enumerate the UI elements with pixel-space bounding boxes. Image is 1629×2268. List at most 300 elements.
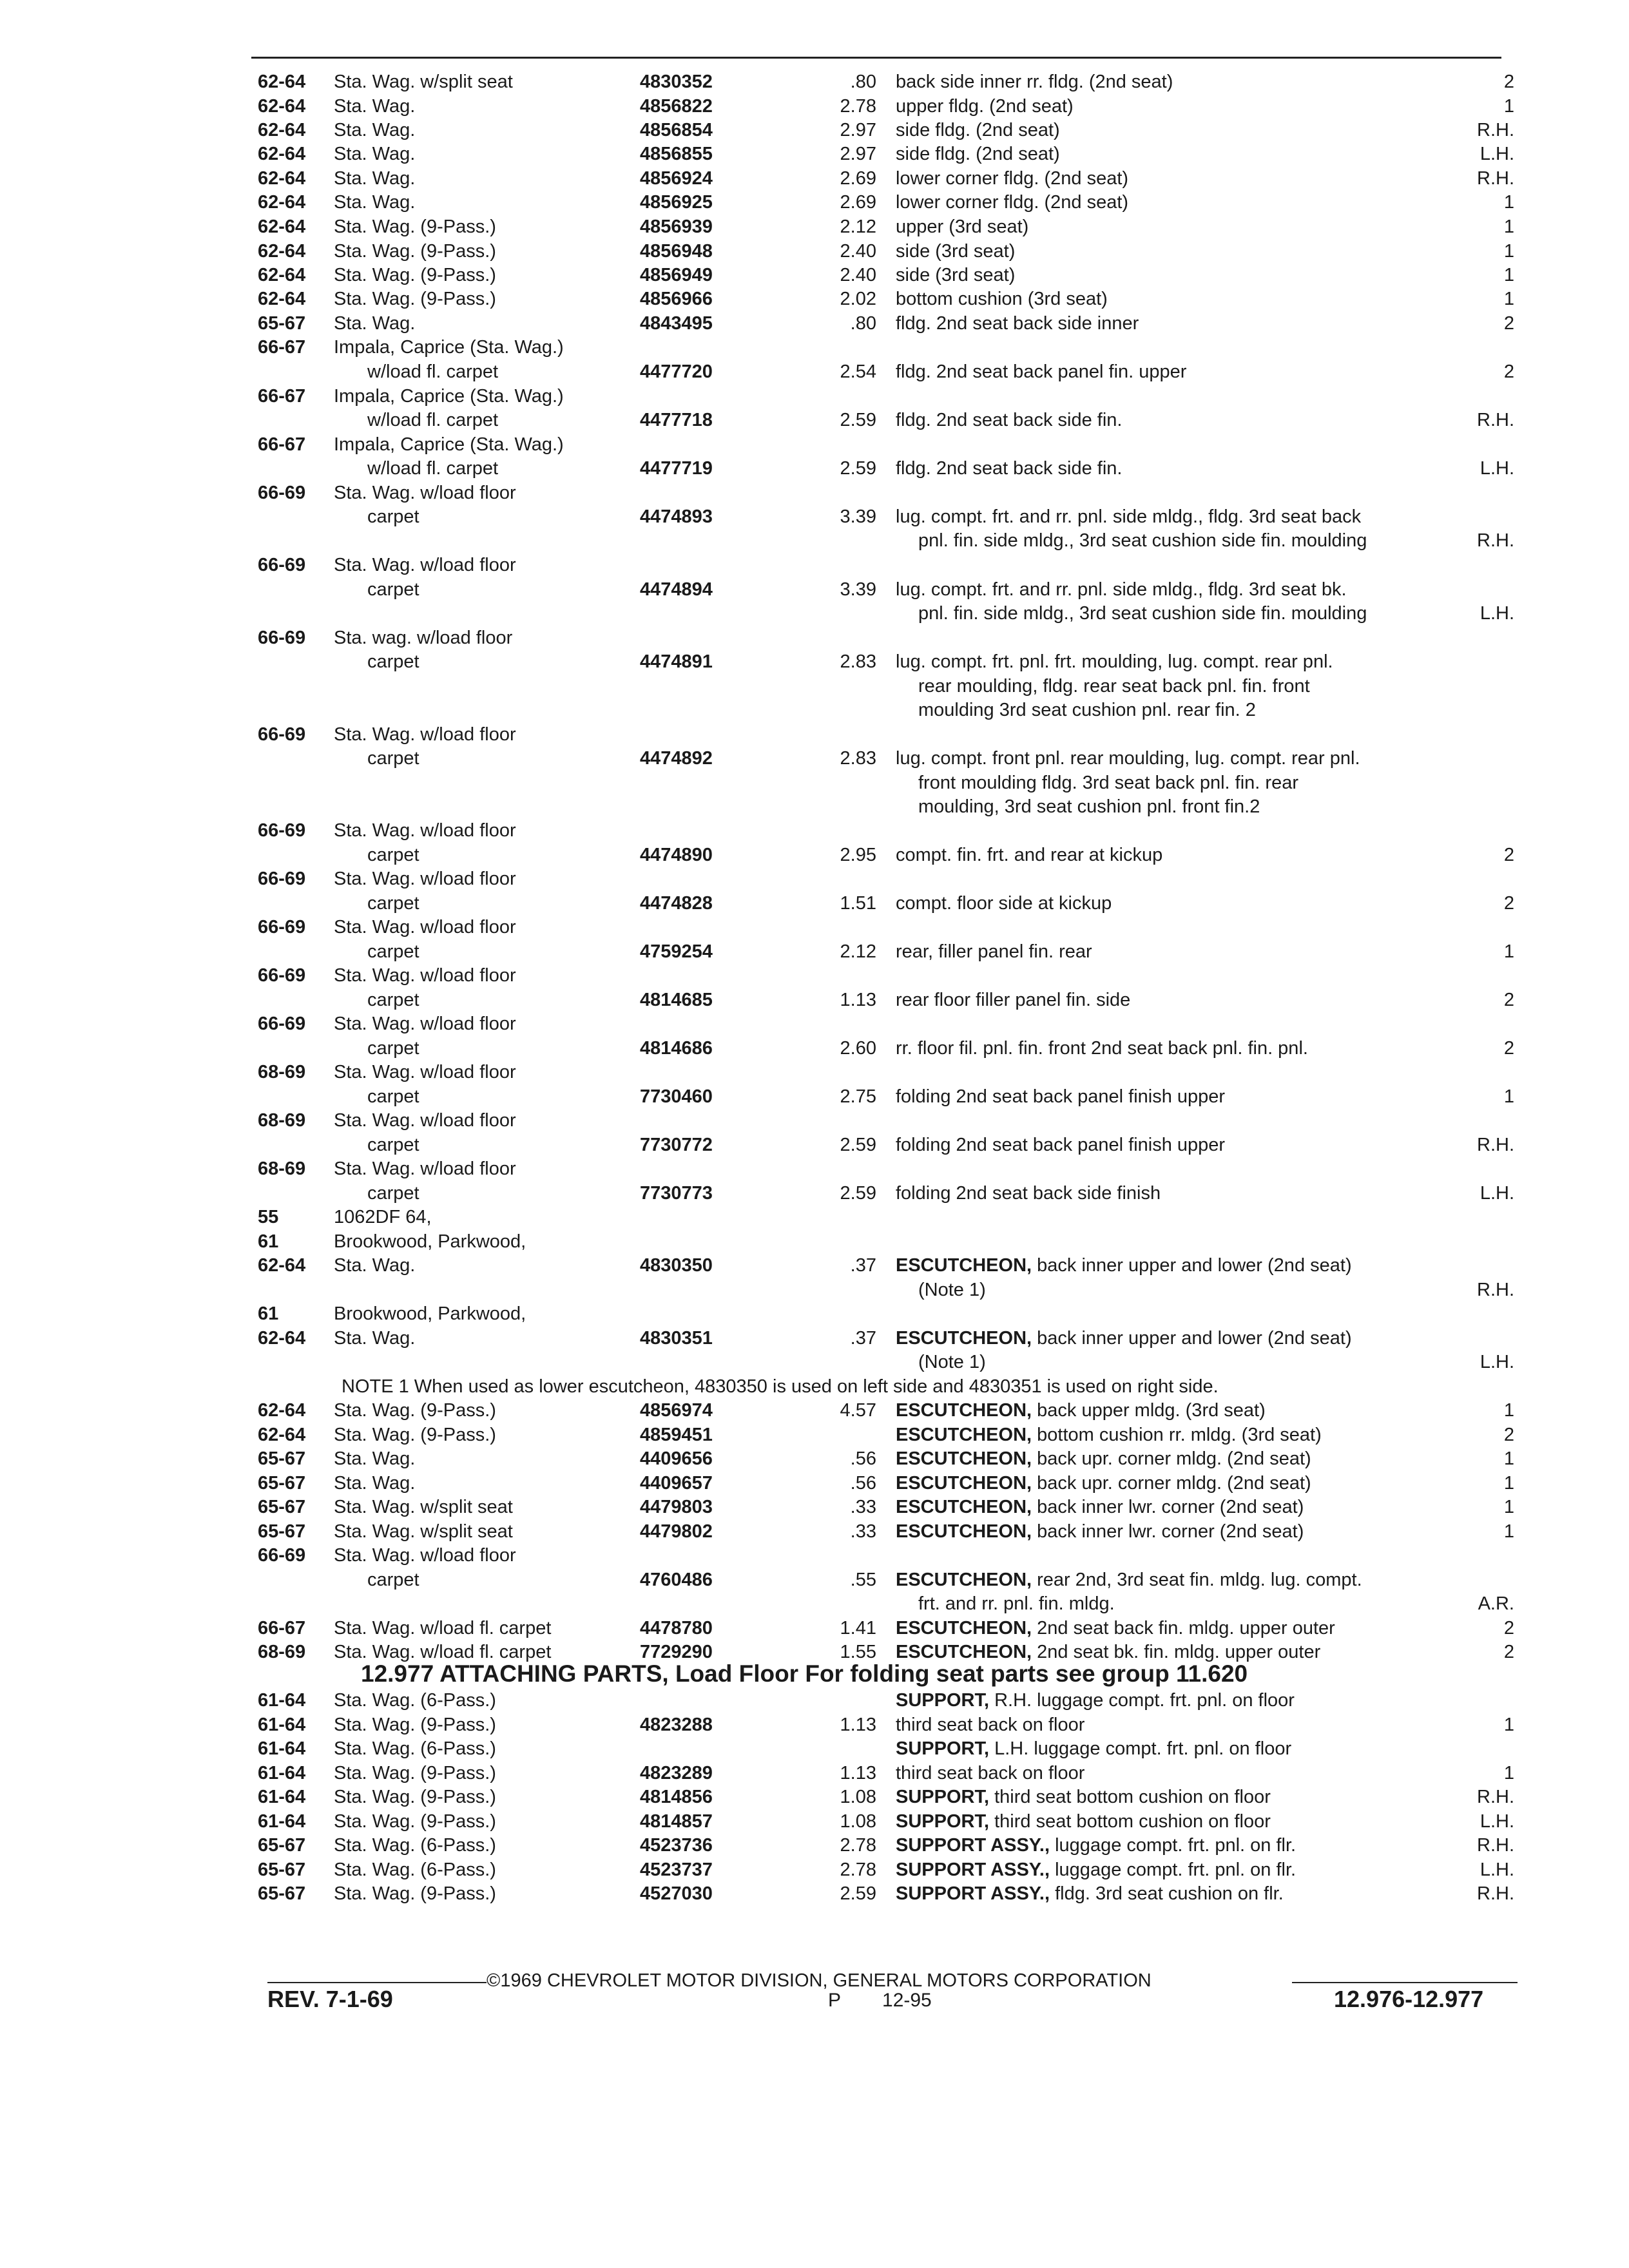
- part-description: [896, 191, 1128, 213]
- model-years: 61-64: [258, 1738, 306, 1759]
- price: 2.78: [840, 1835, 876, 1856]
- price: 2.02: [840, 289, 876, 309]
- model-description: Sta. Wag. (9-Pass.): [334, 216, 496, 237]
- model-description-continued: carpet: [367, 1038, 419, 1059]
- part-name: ESCUTCHEON,: [896, 1473, 1032, 1494]
- quantity: 2: [1503, 361, 1514, 382]
- model-description: Sta. Wag. w/load floor: [334, 1110, 516, 1131]
- price: .33: [850, 1497, 876, 1517]
- model-description: Sta. Wag. (9-Pass.): [334, 241, 496, 262]
- part-number: 4830350: [640, 1255, 713, 1276]
- model-description: Impala, Caprice (Sta. Wag.): [334, 337, 564, 358]
- part-description: [896, 216, 1028, 238]
- part-number: 7730460: [640, 1086, 713, 1107]
- model-description: Sta. Wag. (6-Pass.): [334, 1690, 496, 1711]
- price: 2.12: [840, 216, 876, 237]
- price: 2.60: [840, 1038, 876, 1059]
- model-description: Sta. Wag.: [334, 313, 416, 334]
- price: 1.13: [840, 1715, 876, 1735]
- part-detail: fldg. 3rd seat cushion on flr.: [1055, 1883, 1284, 1904]
- model-description-continued: carpet: [367, 579, 419, 600]
- part-description-continued: moulding, 3rd seat cushion pnl. front fin.2: [918, 796, 1260, 817]
- price: 1.08: [840, 1811, 876, 1832]
- price: 2.69: [840, 192, 876, 213]
- part-number: 7729290: [640, 1642, 713, 1662]
- model-years: 66-67: [258, 1618, 306, 1639]
- part-number: 4409656: [640, 1448, 713, 1469]
- part-number: 4856949: [640, 265, 713, 285]
- model-years: 62-64: [258, 72, 306, 92]
- model-years: 62-64: [258, 1425, 306, 1445]
- model-years: 66-69: [258, 1545, 306, 1566]
- part-detail: luggage compt. frt. pnl. on flr.: [1055, 1860, 1296, 1880]
- model-years: 66-69: [258, 917, 306, 937]
- quantity: L.H.: [1480, 1352, 1514, 1372]
- footer-rule-left: [267, 1982, 487, 1983]
- part-description: [896, 1521, 1304, 1542]
- price: .55: [850, 1570, 876, 1590]
- part-detail: back inner lwr. corner (2nd seat): [1037, 1497, 1304, 1517]
- quantity: 2: [1503, 990, 1514, 1010]
- part-detail: fldg. 2nd seat back side fin.: [896, 410, 1123, 430]
- price: 4.57: [840, 1400, 876, 1421]
- part-description-continued: pnl. fin. side mldg., 3rd seat cushion side fin. moulding: [918, 530, 1367, 551]
- model-description: Sta. Wag.: [334, 192, 416, 213]
- model-description-continued: carpet: [367, 1135, 419, 1155]
- part-detail: side (3rd seat): [896, 241, 1016, 262]
- model-years: 61: [258, 1303, 279, 1324]
- price: 2.59: [840, 458, 876, 479]
- part-description: [896, 312, 1139, 334]
- part-detail: folding 2nd seat back panel finish upper: [896, 1135, 1226, 1155]
- model-years: 62-64: [258, 265, 306, 285]
- part-number: 4830352: [640, 72, 713, 92]
- model-years: 62-64: [258, 289, 306, 309]
- model-description-continued: carpet: [367, 1570, 419, 1590]
- price: 2.40: [840, 241, 876, 262]
- quantity: 1: [1503, 1715, 1514, 1735]
- part-detail: rear 2nd, 3rd seat fin. mldg. lug. compt.: [1037, 1570, 1362, 1590]
- quantity: L.H.: [1480, 458, 1514, 479]
- model-description: Brookwood, Parkwood,: [334, 1303, 526, 1324]
- model-description: Sta. Wag. w/split seat: [334, 1497, 513, 1517]
- model-years: 62-64: [258, 1400, 306, 1421]
- model-years: 68-69: [258, 1642, 306, 1662]
- quantity: R.H.: [1477, 1787, 1514, 1807]
- quantity: 1: [1503, 1473, 1514, 1494]
- part-description: [896, 989, 1130, 1011]
- part-detail: back inner upper and lower (2nd seat): [1037, 1328, 1352, 1349]
- model-years: 66-69: [258, 628, 306, 648]
- price: 2.59: [840, 1883, 876, 1904]
- part-number: 4478780: [640, 1618, 713, 1639]
- model-years: 65-67: [258, 1835, 306, 1856]
- model-description: Sta. Wag. (9-Pass.): [334, 289, 496, 309]
- part-detail: back upr. corner mldg. (2nd seat): [1037, 1473, 1311, 1494]
- page-letter: P: [828, 1990, 842, 2011]
- part-number: 4474891: [640, 651, 713, 672]
- quantity: 1: [1503, 1448, 1514, 1469]
- part-description: [896, 1037, 1308, 1059]
- part-description-continued: pnl. fin. side mldg., 3rd seat cushion side fin. moulding: [918, 603, 1367, 624]
- price: 1.08: [840, 1787, 876, 1807]
- model-description: Sta. Wag. w/load floor: [334, 1062, 516, 1082]
- part-description: [896, 1134, 1225, 1156]
- model-years: 61-64: [258, 1763, 306, 1783]
- model-description: Sta. Wag. w/load fl. carpet: [334, 1642, 552, 1662]
- part-detail: rear floor filler panel fin. side: [896, 990, 1131, 1010]
- model-years: 61-64: [258, 1811, 306, 1832]
- part-number: 4830351: [640, 1328, 713, 1349]
- part-description: [896, 747, 1360, 769]
- part-detail: 2nd seat back fin. mldg. upper outer: [1037, 1618, 1335, 1639]
- part-detail: lug. compt. frt. pnl. frt. moulding, lug. compt. rear pnl.: [896, 651, 1333, 672]
- part-detail: lug. compt. front pnl. rear moulding, lug. compt. rear pnl.: [896, 748, 1360, 769]
- model-years: 65-67: [258, 1448, 306, 1469]
- part-number: 4859451: [640, 1425, 713, 1445]
- model-description: Sta. Wag. w/split seat: [334, 72, 513, 92]
- part-name: ESCUTCHEON,: [896, 1255, 1032, 1276]
- model-description-continued: carpet: [367, 1086, 419, 1107]
- model-description: Sta. Wag. (9-Pass.): [334, 1787, 496, 1807]
- price: 1.51: [840, 893, 876, 914]
- quantity: 1: [1503, 216, 1514, 237]
- part-detail: back inner lwr. corner (2nd seat): [1037, 1521, 1304, 1542]
- model-years: 66-67: [258, 434, 306, 455]
- part-name: SUPPORT,: [896, 1787, 990, 1807]
- part-description: [896, 1859, 1296, 1881]
- part-detail: 2nd seat bk. fin. mldg. upper outer: [1037, 1642, 1321, 1662]
- model-years: 66-69: [258, 869, 306, 889]
- model-years: 61: [258, 1231, 279, 1252]
- part-number: 4856966: [640, 289, 713, 309]
- part-number: 4856939: [640, 216, 713, 237]
- part-detail: bottom cushion rr. mldg. (3rd seat): [1037, 1425, 1322, 1445]
- model-description-continued: carpet: [367, 748, 419, 769]
- part-name: SUPPORT,: [896, 1811, 990, 1832]
- model-description: Sta. Wag. w/load floor: [334, 917, 516, 937]
- section-heading: 12.977 ATTACHING PARTS, Load Floor For folding seat parts see group 11.620: [361, 1660, 1248, 1687]
- part-description: [896, 1762, 1084, 1784]
- price: 2.78: [840, 96, 876, 117]
- model-description-continued: carpet: [367, 893, 419, 914]
- price: 2.95: [840, 845, 876, 865]
- model-years: 62-64: [258, 192, 306, 213]
- model-description: Sta. Wag. w/load floor: [334, 965, 516, 986]
- part-detail: rr. floor fil. pnl. fin. front 2nd seat back pnl. fin. pnl.: [896, 1038, 1308, 1059]
- model-description: Sta. Wag. (6-Pass.): [334, 1835, 496, 1856]
- part-detail: folding 2nd seat back panel finish upper: [896, 1086, 1226, 1107]
- quantity: R.H.: [1477, 1135, 1514, 1155]
- model-description: Sta. Wag. (6-Pass.): [334, 1860, 496, 1880]
- part-name: SUPPORT ASSY.,: [896, 1860, 1050, 1880]
- part-number: 4477718: [640, 410, 713, 430]
- price: 2.69: [840, 168, 876, 189]
- quantity: L.H.: [1480, 144, 1514, 164]
- model-description: Sta. Wag. w/load floor: [334, 869, 516, 889]
- model-years: 65-67: [258, 1473, 306, 1494]
- part-number: 4823288: [640, 1715, 713, 1735]
- model-description: Sta. Wag.: [334, 144, 416, 164]
- model-years: 62-64: [258, 120, 306, 140]
- part-number: 4856854: [640, 120, 713, 140]
- model-description: Sta. Wag. (9-Pass.): [334, 1883, 496, 1904]
- model-description: Sta. Wag. (9-Pass.): [334, 265, 496, 285]
- part-description: [896, 288, 1108, 310]
- part-detail: third seat back on floor: [896, 1715, 1085, 1735]
- price: .37: [850, 1255, 876, 1276]
- price: 2.12: [840, 941, 876, 962]
- part-detail: side fldg. (2nd seat): [896, 144, 1060, 164]
- model-years: 66-69: [258, 724, 306, 745]
- model-description: Sta. Wag. (9-Pass.): [334, 1425, 496, 1445]
- model-description: Sta. Wag.: [334, 1255, 416, 1276]
- part-detail: third seat bottom cushion on floor: [994, 1787, 1271, 1807]
- part-detail: bottom cushion (3rd seat): [896, 289, 1108, 309]
- part-description: [896, 1448, 1311, 1470]
- model-description: Sta. Wag. (9-Pass.): [334, 1811, 496, 1832]
- model-description: Sta. Wag.: [334, 1448, 416, 1469]
- part-description: [896, 168, 1128, 189]
- quantity: L.H.: [1480, 1811, 1514, 1832]
- quantity: L.H.: [1480, 603, 1514, 624]
- part-description: [896, 892, 1112, 914]
- part-detail: lower corner fldg. (2nd seat): [896, 192, 1129, 213]
- model-description-continued: carpet: [367, 506, 419, 527]
- part-detail: back inner upper and lower (2nd seat): [1037, 1255, 1352, 1276]
- part-number: 4474828: [640, 893, 713, 914]
- part-detail: R.H. luggage compt. frt. pnl. on floor: [994, 1690, 1295, 1711]
- quantity: R.H.: [1477, 120, 1514, 140]
- model-description-continued: carpet: [367, 651, 419, 672]
- note-text: NOTE 1 When used as lower escutcheon, 4830350 is used on left side and 4830351 is used on right side.: [342, 1376, 1219, 1397]
- footer: [267, 1960, 1518, 1991]
- model-years: 66-69: [258, 555, 306, 575]
- part-description: [896, 264, 1015, 286]
- quantity: 2: [1503, 313, 1514, 334]
- price: 1.55: [840, 1642, 876, 1662]
- price: 2.54: [840, 361, 876, 382]
- model-description-continued: carpet: [367, 1183, 419, 1204]
- price: .80: [850, 313, 876, 334]
- part-detail: lug. compt. frt. and rr. pnl. side mldg., fldg. 3rd seat bk.: [896, 579, 1347, 600]
- part-name: ESCUTCHEON,: [896, 1328, 1032, 1349]
- model-description-continued: carpet: [367, 941, 419, 962]
- model-years: 68-69: [258, 1110, 306, 1131]
- part-number: 4856974: [640, 1400, 713, 1421]
- quantity: 1: [1503, 1086, 1514, 1107]
- model-years: 65-67: [258, 1860, 306, 1880]
- part-description: [896, 1182, 1161, 1204]
- model-years: 61-64: [258, 1715, 306, 1735]
- part-detail: upper (3rd seat): [896, 216, 1029, 237]
- model-description: Sta. Wag. w/load fl. carpet: [334, 1618, 552, 1639]
- price: 1.13: [840, 990, 876, 1010]
- model-years: 61-64: [258, 1787, 306, 1807]
- model-years: 68-69: [258, 1158, 306, 1179]
- part-name: ESCUTCHEON,: [896, 1497, 1032, 1517]
- copyright-text: ©1969 CHEVROLET MOTOR DIVISION, GENERAL MOTORS CORPORATION: [487, 1970, 1152, 1991]
- part-description: [896, 1714, 1084, 1736]
- quantity: 1: [1503, 241, 1514, 262]
- part-detail: fldg. 2nd seat back side fin.: [896, 458, 1123, 479]
- part-description: [896, 409, 1122, 431]
- quantity: A.R.: [1478, 1593, 1514, 1614]
- part-description: [896, 95, 1074, 117]
- part-number: 4814685: [640, 990, 713, 1010]
- part-description: [896, 1496, 1304, 1518]
- quantity: R.H.: [1477, 530, 1514, 551]
- quantity: 2: [1503, 1038, 1514, 1059]
- price: 2.83: [840, 651, 876, 672]
- quantity: R.H.: [1477, 1280, 1514, 1300]
- price: 2.75: [840, 1086, 876, 1107]
- revision-date: REV. 7-1-69: [267, 1986, 393, 2012]
- part-number: 4843495: [640, 313, 713, 334]
- model-description: Sta. Wag.: [334, 168, 416, 189]
- model-description: Sta. Wag. w/split seat: [334, 1521, 513, 1542]
- part-detail: compt. fin. frt. and rear at kickup: [896, 845, 1163, 865]
- quantity: 2: [1503, 893, 1514, 914]
- part-description-continued: front moulding fldg. 3rd seat back pnl. fin. rear: [918, 773, 1298, 793]
- model-description: Impala, Caprice (Sta. Wag.): [334, 434, 564, 455]
- part-description: [896, 457, 1122, 479]
- part-description: [896, 844, 1162, 866]
- model-description: Sta. Wag. w/load floor: [334, 1158, 516, 1179]
- part-description: [896, 240, 1015, 262]
- model-years: 62-64: [258, 1255, 306, 1276]
- part-description: [896, 651, 1333, 673]
- quantity: 1: [1503, 96, 1514, 117]
- model-years: 55: [258, 1207, 279, 1227]
- quantity: R.H.: [1477, 1883, 1514, 1904]
- part-number: 4477720: [640, 361, 713, 382]
- quantity: 2: [1503, 72, 1514, 92]
- footer-rule-right: [1292, 1982, 1518, 1983]
- model-description: Sta. Wag. w/load floor: [334, 1545, 516, 1566]
- part-detail: third seat back on floor: [896, 1763, 1085, 1783]
- model-years: 66-69: [258, 820, 306, 841]
- model-description: Impala, Caprice (Sta. Wag.): [334, 386, 564, 407]
- price: 2.59: [840, 410, 876, 430]
- part-description: [896, 1811, 1271, 1832]
- part-name: ESCUTCHEON,: [896, 1448, 1032, 1469]
- model-description: 1062DF 64,: [334, 1207, 432, 1227]
- model-years: 61-64: [258, 1690, 306, 1711]
- model-years: 66-69: [258, 483, 306, 503]
- part-detail: back side inner rr. fldg. (2nd seat): [896, 72, 1173, 92]
- part-description: [896, 143, 1060, 165]
- model-description: Sta. Wag. w/load floor: [334, 1014, 516, 1034]
- model-description: Brookwood, Parkwood,: [334, 1231, 526, 1252]
- part-number: 4814686: [640, 1038, 713, 1059]
- price: .33: [850, 1521, 876, 1542]
- model-years: 62-64: [258, 96, 306, 117]
- part-number: 4823289: [640, 1763, 713, 1783]
- part-number: 4856855: [640, 144, 713, 164]
- price: 3.39: [840, 579, 876, 600]
- price: .80: [850, 72, 876, 92]
- model-years: 66-69: [258, 965, 306, 986]
- model-description: Sta. Wag. (9-Pass.): [334, 1715, 496, 1735]
- part-detail: lug. compt. frt. and rr. pnl. side mldg., fldg. 3rd seat back: [896, 506, 1362, 527]
- model-description: Sta. wag. w/load floor: [334, 628, 513, 648]
- part-description: [896, 579, 1347, 601]
- part-description: [896, 1834, 1296, 1856]
- quantity: 2: [1503, 1425, 1514, 1445]
- price: 2.83: [840, 748, 876, 769]
- price: .37: [850, 1328, 876, 1349]
- part-number: 4477719: [640, 458, 713, 479]
- quantity: 1: [1503, 192, 1514, 213]
- part-number: 4409657: [640, 1473, 713, 1494]
- part-detail: third seat bottom cushion on floor: [994, 1811, 1271, 1832]
- price: 2.97: [840, 144, 876, 164]
- part-description: [896, 1738, 1291, 1760]
- quantity: 2: [1503, 845, 1514, 865]
- price: 1.13: [840, 1763, 876, 1783]
- model-description: Sta. Wag.: [334, 120, 416, 140]
- part-detail: compt. floor side at kickup: [896, 893, 1112, 914]
- part-name: SUPPORT ASSY.,: [896, 1835, 1050, 1856]
- part-description: [896, 506, 1361, 528]
- model-description: Sta. Wag.: [334, 1473, 416, 1494]
- part-description: [896, 1689, 1295, 1711]
- part-detail: side (3rd seat): [896, 265, 1016, 285]
- part-description-continued: (Note 1): [918, 1280, 986, 1300]
- part-name: ESCUTCHEON,: [896, 1570, 1032, 1590]
- quantity: 1: [1503, 289, 1514, 309]
- price: 1.41: [840, 1618, 876, 1639]
- model-years: 66-69: [258, 1014, 306, 1034]
- part-number: 4474893: [640, 506, 713, 527]
- part-number: 4523736: [640, 1835, 713, 1856]
- model-description: Sta. Wag. w/load floor: [334, 555, 516, 575]
- part-name: ESCUTCHEON,: [896, 1618, 1032, 1639]
- quantity: 1: [1503, 1400, 1514, 1421]
- part-number: 4474894: [640, 579, 713, 600]
- part-number: 4759254: [640, 941, 713, 962]
- price: 3.39: [840, 506, 876, 527]
- section-range: 12.976-12.977: [1334, 1986, 1484, 2012]
- part-description: [896, 1569, 1362, 1591]
- model-years: 62-64: [258, 216, 306, 237]
- part-description: [896, 361, 1186, 383]
- model-years: 62-64: [258, 1328, 306, 1349]
- model-description-continued: w/load fl. carpet: [367, 410, 499, 430]
- price: 2.97: [840, 120, 876, 140]
- part-name: ESCUTCHEON,: [896, 1400, 1032, 1421]
- model-description: Sta. Wag. w/load floor: [334, 724, 516, 745]
- model-description: Sta. Wag. w/load floor: [334, 820, 516, 841]
- quantity: L.H.: [1480, 1183, 1514, 1204]
- price: 2.59: [840, 1135, 876, 1155]
- part-number: 4856925: [640, 192, 713, 213]
- model-description: Sta. Wag. (6-Pass.): [334, 1738, 496, 1759]
- part-number: 4474890: [640, 845, 713, 865]
- part-description-continued: moulding 3rd seat cushion pnl. rear fin. 2: [918, 700, 1256, 720]
- part-description: [896, 1641, 1320, 1663]
- part-description: [896, 1086, 1225, 1108]
- part-description-continued: frt. and rr. pnl. fin. mldg.: [918, 1593, 1115, 1614]
- part-description: [896, 71, 1173, 93]
- part-number: 4814856: [640, 1787, 713, 1807]
- part-number: 4527030: [640, 1883, 713, 1904]
- model-years: 62-64: [258, 144, 306, 164]
- part-name: ESCUTCHEON,: [896, 1425, 1032, 1445]
- part-number: 4479802: [640, 1521, 713, 1542]
- part-description: [896, 1424, 1322, 1446]
